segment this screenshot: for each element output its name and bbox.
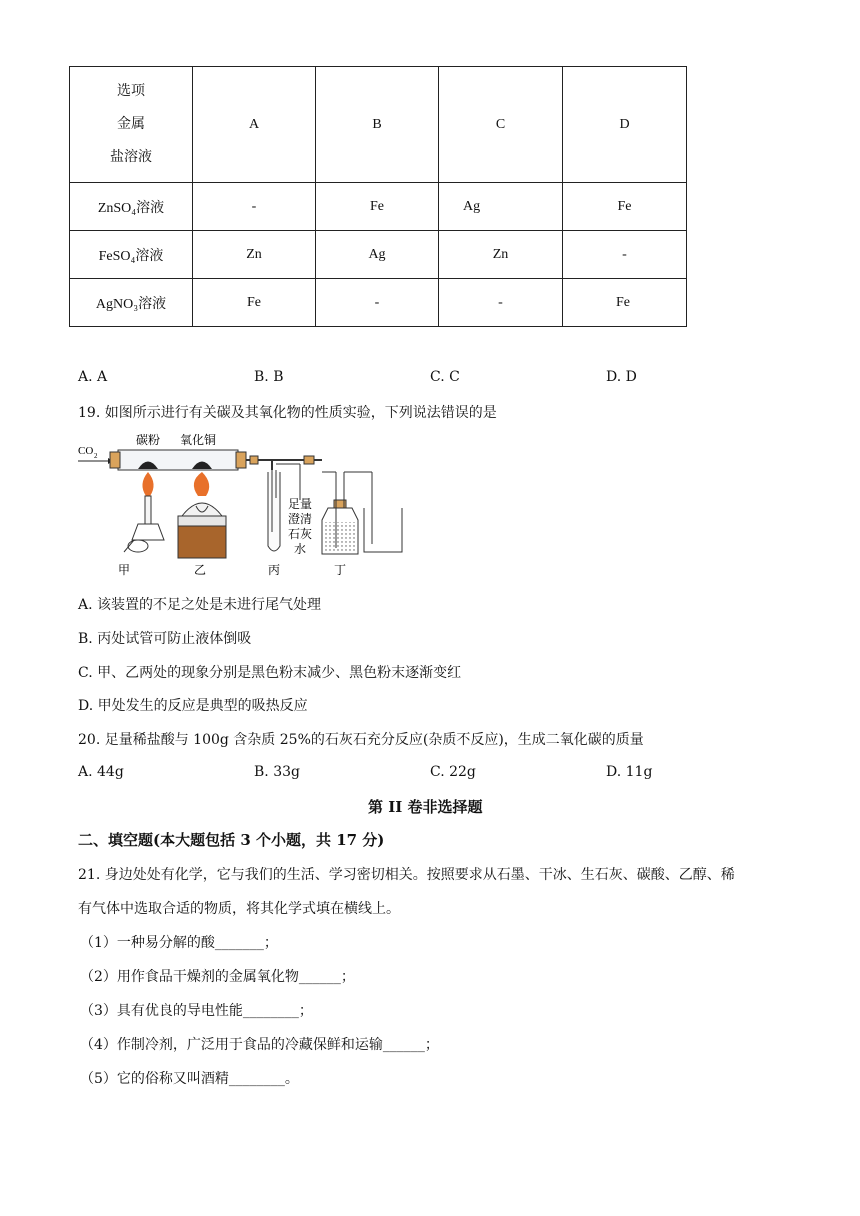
carbon-oxide-apparatus-figure (72, 428, 412, 584)
table-cell: Fe (193, 279, 316, 327)
q20-option-a: A. 44g (78, 764, 124, 780)
q20-option-d: D. 11g (606, 764, 653, 780)
label-yi: 乙 (194, 563, 207, 577)
table-cell: Ag (316, 231, 439, 279)
q20-option-b: B. 33g (254, 764, 300, 780)
lime-water-line-1: 足量 (288, 497, 313, 511)
lime-water-line-3: 石灰 (288, 527, 313, 541)
q21-stem-line-2: 有气体中选取合适的物质，将其化学式填在横线上。 (78, 901, 400, 917)
burner-cover (182, 503, 222, 516)
table-cell: - (439, 279, 563, 327)
table-cell: Ag (439, 183, 563, 231)
q19-option-d: D. 甲处发生的反应是典型的吸热反应 (78, 698, 308, 714)
q19-option-a: A. 该装置的不足之处是未进行尾气处理 (78, 597, 322, 613)
table-corner-cell (70, 67, 193, 183)
co2-subscript: 2 (94, 452, 98, 460)
beaker (364, 508, 402, 552)
q21-item-5: （5）它的俗称又叫酒精________。 (80, 1071, 299, 1087)
table-cell: Zn (439, 231, 563, 279)
reaction-tube (118, 450, 238, 470)
table-cell: Fe (316, 183, 439, 231)
q20-stem: 20. 足量稀盐酸与 100g 含杂质 25%的石灰石充分反应(杂质不反应)，生成二氧化碳的质量 (78, 732, 644, 748)
q19-option-c: C. 甲、乙两处的现象分别是黑色粉末减少、黑色粉末逐渐变红 (78, 665, 462, 681)
flame-jia-icon (142, 472, 153, 496)
test-tube-bing (268, 472, 280, 551)
q18-option-d: D. D (606, 369, 637, 385)
table-cell: Zn (193, 231, 316, 279)
table-header-d: D (563, 67, 687, 183)
corner-line-solution: 盐溶液 (110, 150, 152, 165)
table-cell: - (563, 231, 687, 279)
part-two-title: 第 II 卷非选择题 (368, 798, 483, 816)
corner-line-metal: 金属 (117, 117, 145, 132)
q18-option-c: C. C (430, 369, 460, 385)
row-label: ZnSO₄溶液 (70, 183, 193, 231)
table-header-a: A (193, 67, 316, 183)
label-jia: 甲 (118, 563, 131, 577)
q19-option-b: B. 丙处试管可防止液体倒吸 (78, 631, 252, 647)
table-header-c: C (439, 67, 563, 183)
flame-yi-icon (194, 472, 209, 496)
right-stopper (236, 452, 246, 468)
table-cell: - (316, 279, 439, 327)
table-cell: Fe (563, 183, 687, 231)
q21-item-1: （1）一种易分解的酸_______； (80, 935, 278, 951)
metal-salt-table (69, 66, 687, 327)
q21-stem-line-1: 21. 身边处处有化学，它与我们的生活、学习密切相关。按照要求从石墨、干冰、生石灰、碳酸、乙醇、稀 (78, 867, 735, 883)
lime-water-line-2: 澄清 (288, 512, 313, 526)
table-cell: Fe (563, 279, 687, 327)
q21-item-2: （2）用作食品干燥剂的金属氧化物______； (80, 969, 355, 985)
copper-oxide-label: 氧化铜 (180, 433, 217, 447)
table-row (70, 279, 687, 327)
q21-item-3: （3）具有优良的导电性能________； (80, 1003, 313, 1019)
table-cell: - (193, 183, 316, 231)
q18-option-b: B. B (254, 369, 284, 385)
row-label: FeSO₄溶液 (70, 231, 193, 279)
table-header-b: B (316, 67, 439, 183)
q18-option-a: A. A (78, 369, 108, 385)
label-bing: 丙 (268, 563, 281, 577)
wooden-block (178, 526, 226, 558)
carbon-powder-label: 碳粉 (136, 433, 161, 447)
corner-line-option: 选项 (117, 84, 145, 99)
q19-stem: 19. 如图所示进行有关碳及其氧化物的性质实验，下列说法错误的是 (78, 405, 497, 421)
co2-label: CO (78, 445, 94, 457)
q21-item-4: （4）作制冷剂，广泛用于食品的冷藏保鲜和运输______； (80, 1037, 439, 1053)
section-two-title: 二、填空题(本大题包括 3 个小题，共 17 分) (78, 831, 385, 849)
row-label: AgNO₃溶液 (70, 279, 193, 327)
table-row (70, 231, 687, 279)
q20-option-c: C. 22g (430, 764, 476, 780)
table-row (70, 183, 687, 231)
left-stopper (110, 452, 120, 468)
label-ding: 丁 (334, 563, 347, 577)
lime-water-line-4: 水 (294, 542, 307, 556)
